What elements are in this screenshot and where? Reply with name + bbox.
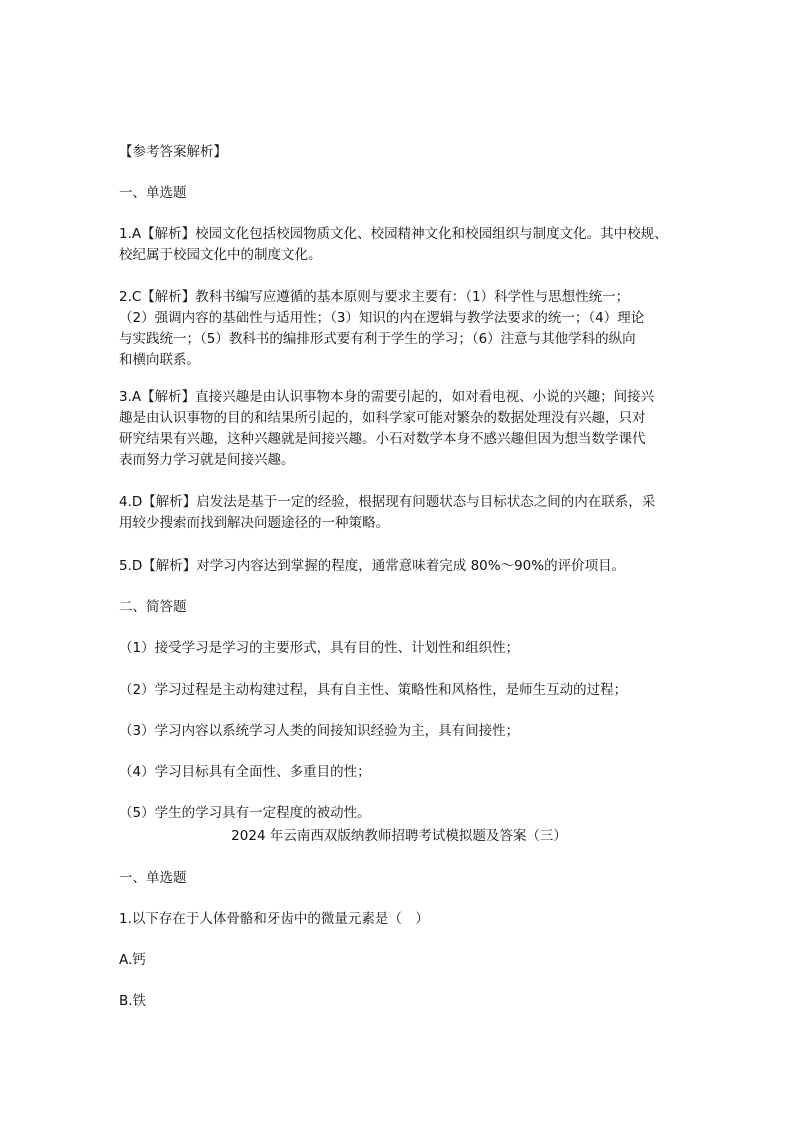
answer-3-line-1: 3.A【解析】直接兴趣是由认识事物本身的需要引起的，如对看电视、小说的兴趣；间接兴 bbox=[119, 389, 655, 405]
short-answer-4: （4）学习目标具有全面性、多重目的性； bbox=[119, 764, 371, 780]
answer-2-line-3: 与实践统一；（5）教科书的编排形式要有利于学生的学习；（6）注意与其他学科的纵向 bbox=[119, 331, 636, 347]
answer-3 bbox=[119, 387, 679, 471]
answer-4 bbox=[119, 492, 679, 534]
answer-3-line-4: 表而努力学习就是间接兴趣。 bbox=[119, 452, 295, 468]
short-answer-heading: 二、简答题 bbox=[119, 599, 187, 615]
answer-3-line-3: 研究结果有兴趣，这种兴趣就是间接兴趣。小石对数学本身不感兴趣但因为想当数学课代 bbox=[119, 431, 646, 447]
option-b: B.铁 bbox=[119, 993, 147, 1009]
short-answer-3: （3）学习内容以系统学习人类的间接知识经验为主，具有间接性； bbox=[119, 723, 520, 739]
single-choice-heading: 一、单选题 bbox=[119, 185, 187, 201]
answer-2-line-4: 和横向联系。 bbox=[119, 352, 200, 368]
answer-2-line-1: 2.C【解析】教科书编写应遵循的基本原则与要求主要有：（1）科学性与思想性统一； bbox=[119, 289, 630, 305]
question-1-text: 1.以下存在于人体骨骼和牙齿中的微量元素是（ ） bbox=[119, 911, 429, 927]
answer-2-line-2: （2）强调内容的基础性与适用性；（3）知识的内在逻辑与教学法要求的统一；（4）理论 bbox=[119, 310, 645, 326]
answer-1 bbox=[119, 224, 679, 266]
short-answer-1: （1）接受学习是学习的主要形式，具有目的性、计划性和组织性； bbox=[119, 640, 520, 656]
answer-5 bbox=[119, 556, 679, 577]
answer-5-line-1: 5.D【解析】对学习内容达到掌握的程度，通常意味着完成 80%～90%的评价项目。 bbox=[119, 558, 626, 574]
answer-1-line-1: 1.A【解析】校园文化包括校园物质文化、校园精神文化和校园组织与制度文化。其中校规、 bbox=[119, 226, 668, 242]
answer-4-line-1: 4.D【解析】启发法是基于一定的经验，根据现有问题状态与目标状态之间的内在联系，采 bbox=[119, 494, 656, 510]
answer-analysis-heading: 【参考答案解析】 bbox=[119, 144, 227, 160]
answer-3-line-2: 趣是由认识事物的目的和结果所引起的，如科学家可能对繁杂的数据处理没有兴趣，只对 bbox=[119, 410, 646, 426]
option-a: A.钙 bbox=[119, 952, 146, 968]
answer-1-line-2: 校纪属于校园文化中的制度文化。 bbox=[119, 247, 322, 263]
exam-title: 2024 年云南西双版纳教师招聘考试模拟题及答案（三） bbox=[231, 828, 567, 844]
short-answer-5: （5）学生的学习具有一定程度的被动性。 bbox=[119, 805, 371, 821]
answer-2 bbox=[119, 287, 679, 371]
question-section-heading: 一、单选题 bbox=[119, 870, 187, 886]
short-answer-2: （2）学习过程是主动构建过程，具有自主性、策略性和风格性，是师生互动的过程； bbox=[119, 682, 628, 698]
answer-4-line-2: 用较少搜索而找到解决问题途径的一种策略。 bbox=[119, 515, 389, 531]
